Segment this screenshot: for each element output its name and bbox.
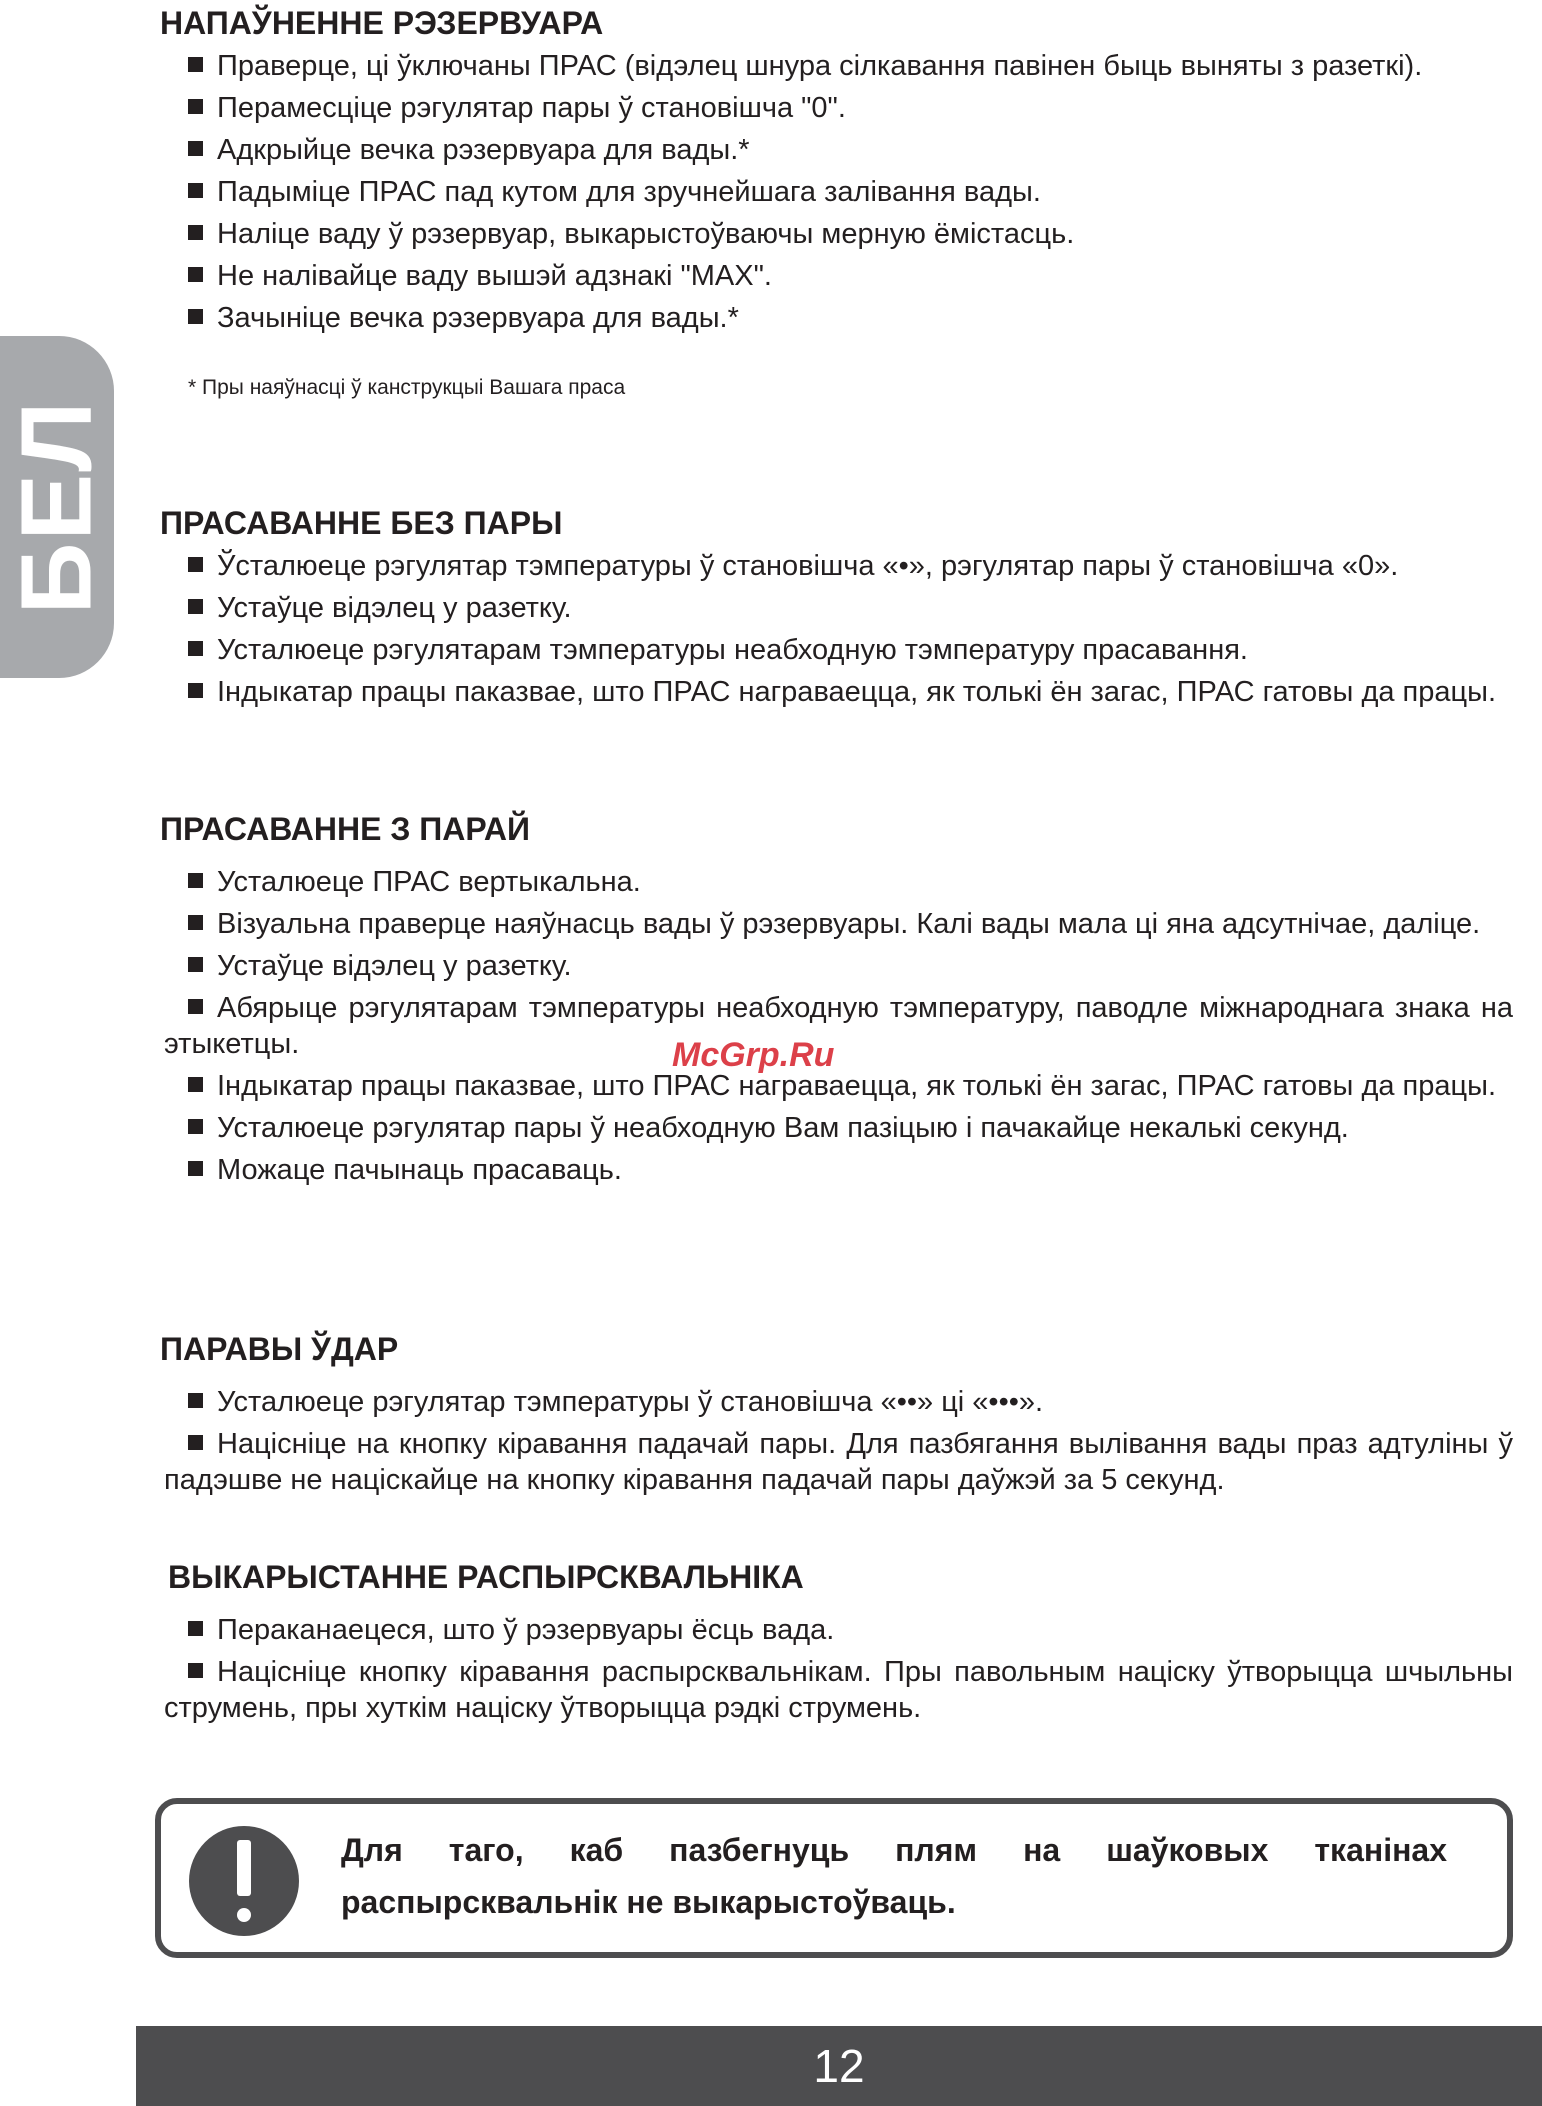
list-item: Усталюеце ПРАС вертыкальна. [160, 864, 1513, 900]
list-item: Націсніце кнопку кіравання распырсквальнікам. Пры павольным націску ўтворыцца шчыльны струмень, пры хуткім націску ўтворыцца рэдкі струмень. [164, 1656, 1513, 1724]
list-item: Усталюеце рэгулятар тэмпературы ў становішча «••» ці «•••». [160, 1384, 1513, 1420]
square-bullet-icon [188, 1435, 203, 1450]
square-bullet-icon [188, 225, 203, 240]
section-ironing-without-steam [160, 504, 1513, 710]
list-item: Адкрыйце вечка рэзервуара для вады.* [160, 132, 1513, 168]
square-bullet-icon [188, 99, 203, 114]
square-bullet-icon [188, 1663, 203, 1678]
list-item: Ўсталюеце рэгулятар тэмпературы ў становішча «•», рэгулятар пары ў становішча «0». [160, 548, 1513, 584]
list-item: Усталюеце рэгулятар пары ў неабходную Вам пазіцыю і пачакайце некалькі секунд. [160, 1110, 1513, 1146]
section-title: НАПАЎНЕННЕ РЭЗЕРВУАРА [160, 5, 604, 41]
square-bullet-icon [188, 141, 203, 156]
square-bullet-icon [188, 957, 203, 972]
square-bullet-icon [188, 873, 203, 888]
list-item: Індыкатар працы паказвае, што ПРАС награваецца, як толькі ён загас, ПРАС гатовы да працы. [160, 1068, 1513, 1104]
square-bullet-icon [188, 915, 203, 930]
list-item: Устаўце відэлец у разетку. [160, 590, 1513, 626]
square-bullet-icon [188, 599, 203, 614]
square-bullet-icon [188, 1161, 203, 1176]
section-ironing-with-steam [160, 810, 1513, 1188]
square-bullet-icon [188, 267, 203, 282]
square-bullet-icon [188, 1393, 203, 1408]
square-bullet-icon [188, 641, 203, 656]
square-bullet-icon [188, 1077, 203, 1092]
square-bullet-icon [188, 683, 203, 698]
square-bullet-icon [188, 309, 203, 324]
list-item: Візуальна праверце наяўнасць вады ў рэзервуары. Калі вады мала ці яна адсутнічае, даліце. [160, 906, 1513, 942]
list-item: Індыкатар працы паказвае, што ПРАС награваецца, як толькі ён загас, ПРАС гатовы да працы. [160, 674, 1513, 710]
square-bullet-icon [188, 1119, 203, 1134]
watermark: McGrp.Ru [672, 1036, 835, 1074]
list-item: Зачыніце вечка рэзервуара для вады.* [160, 300, 1513, 336]
section-title: ПРАСАВАННЕ БЕЗ ПАРЫ [160, 505, 563, 541]
section-sprayer-use [160, 1558, 1513, 1726]
language-tab [0, 336, 114, 678]
list-item: Націсніце на кнопку кіравання падачай пары. Для пазбягання вылівання вады праз адтуліны ў падэшве не націскайце на кнопку кіравання падачай пары даўжэй за 5 секунд. [164, 1428, 1513, 1496]
instruction-list [160, 1612, 1513, 1726]
warning-text: Для таго, каб пазбегнуць плям на шаўковых тканінах распырсквальнік не выкарыстоўваць. [341, 1832, 1447, 1920]
instruction-list [160, 864, 1513, 1188]
page-footer [136, 2026, 1542, 2106]
section-title: ВЫКАРЫСТАННЕ РАСПЫРСКВАЛЬНІКА [168, 1559, 804, 1595]
list-item: Устаўце відэлец у разетку. [160, 948, 1513, 984]
list-item: Перамесціце рэгулятар пары ў становішча "0". [160, 90, 1513, 126]
square-bullet-icon [188, 183, 203, 198]
list-item: Можаце пачынаць прасаваць. [160, 1152, 1513, 1188]
footnote: * Пры наяўнасці ў канструкцыі Вашага праса [188, 376, 626, 399]
list-item: Наліце ваду ў рэзервуар, выкарыстоўваючы мерную ёмістасць. [160, 216, 1513, 252]
page-number: 12 [813, 2040, 865, 2092]
list-item: Падыміце ПРАС пад кутом для зручнейшага залівання вады. [160, 174, 1513, 210]
section-filling-reservoir [160, 4, 1513, 400]
square-bullet-icon [188, 1621, 203, 1636]
section-steam-burst [160, 1330, 1513, 1498]
list-item: Праверце, ці ўключаны ПРАС (відэлец шнура сілкавання павінен быць выняты з разеткі). [160, 48, 1513, 84]
list-item: Абярыце рэгулятарам тэмпературы неабходную тэмпературу, паводле міжнароднага знака на этыкетцы. [164, 992, 1513, 1060]
list-item: Не налівайце ваду вышэй адзнакі "MAX". [160, 258, 1513, 294]
list-item: Пераканаецеся, што ў рэзервуары ёсць вада. [160, 1612, 1513, 1648]
exclamation-icon [189, 1826, 299, 1936]
instruction-list [160, 1384, 1513, 1498]
list-item: Усталюеце рэгулятарам тэмпературы неабходную тэмпературу прасавання. [160, 632, 1513, 668]
instruction-list [160, 548, 1513, 710]
language-tab-label: БЕЛ [0, 399, 113, 615]
section-title: ПАРАВЫ ЎДАР [160, 1331, 399, 1367]
square-bullet-icon [188, 557, 203, 572]
instruction-list [160, 48, 1513, 336]
warning-box [155, 1798, 1513, 1958]
square-bullet-icon [188, 57, 203, 72]
square-bullet-icon [188, 999, 203, 1014]
section-title: ПРАСАВАННЕ З ПАРАЙ [160, 811, 531, 847]
